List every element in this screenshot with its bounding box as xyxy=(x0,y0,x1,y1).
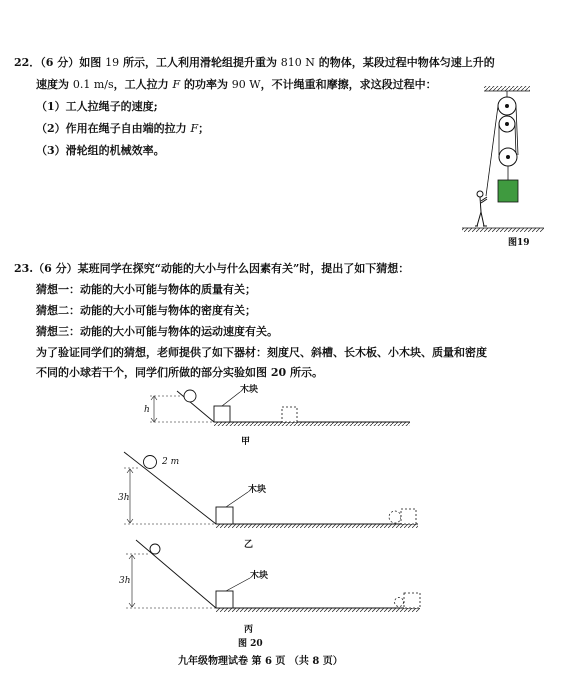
q23-guess-1: 猜想一：动能的大小可能与物体的质量有关； xyxy=(36,283,256,296)
block-jia-moved xyxy=(282,407,297,422)
q22-line1-mid: 所示，工人利用滑轮组提升重为 xyxy=(119,56,281,69)
q22-fig-ref: 19 xyxy=(105,56,120,69)
q23-line6: 不同的小球若干个，同学们所做的部分实验如图 20 所示。 xyxy=(36,366,323,379)
label-bing: 丙 xyxy=(244,625,254,635)
ball-yi xyxy=(144,456,157,469)
ball-yi-moved xyxy=(389,511,401,523)
experiment-jia xyxy=(144,383,410,447)
block-bing xyxy=(216,591,233,608)
label-block-jia: 木块 xyxy=(240,385,259,395)
q22-line2-pre: 速度为 xyxy=(36,78,73,91)
q22-line1-pre: 22．（6 分）如图 xyxy=(14,56,106,69)
experiment-yi xyxy=(118,452,418,550)
q23-line5: 为了验证同学们的猜想，老师提供了如下器材：刻度尺、斜槽、长木板、小木块、质量和密度 xyxy=(36,346,487,359)
label-3h-bing: 3h xyxy=(119,576,131,586)
label-3h-yi: 3h xyxy=(118,493,130,503)
q22-power: 90 W xyxy=(231,78,261,91)
figure-19-caption: 图19 xyxy=(508,238,530,248)
block-yi-moved xyxy=(401,509,416,524)
q22-item-2-F: F xyxy=(190,122,199,135)
q22-force-symbol: F xyxy=(172,78,181,91)
label-yi: 乙 xyxy=(244,540,254,550)
experiment-bing xyxy=(119,540,420,635)
q23-line1: 23.（6 分）某班同学在探究“动能的大小与什么因素有关”时，提出了如下猜想： xyxy=(14,262,410,275)
q22-line1-post: 的物体，某段过程中物体匀速上升的 xyxy=(314,56,495,69)
label-block-yi: 木块 xyxy=(248,485,267,495)
figure-20-caption: 图 20 xyxy=(238,639,263,649)
label-h: h xyxy=(144,405,150,415)
label-jia: 甲 xyxy=(241,437,251,447)
q22-line2-mid2: 的功率为 xyxy=(180,78,232,91)
block-bing-moved xyxy=(404,593,420,608)
q22-item-1: （1）工人拉绳子的速度; xyxy=(36,100,158,113)
q22-item-3: （3）滑轮组的机械效率。 xyxy=(36,144,165,157)
ball-bing-moved xyxy=(395,598,404,607)
ball-bing xyxy=(150,544,160,554)
q22-line2-post: ，不计绳重和摩擦，求这段过程中： xyxy=(260,78,437,91)
q23-guess-2: 猜想二：动能的大小可能与物体的密度有关； xyxy=(36,304,256,317)
q22-item-2-text: （2）作用在绳子自由端的拉力 xyxy=(36,122,191,135)
page-footer: 九年级物理试卷 第 6 页 （共 8 页） xyxy=(178,656,343,667)
q23-guess-3: 猜想三：动能的大小可能与物体的运动速度有关。 xyxy=(36,325,278,338)
q22-item-2-end: ； xyxy=(198,122,210,135)
label-2m: 2 m xyxy=(162,457,180,467)
ball-jia xyxy=(184,390,196,402)
q22-speed: 0.1 m/s xyxy=(72,78,114,91)
block-yi xyxy=(216,507,233,524)
label-block-bing: 木块 xyxy=(250,571,269,581)
block-jia xyxy=(214,406,230,422)
q22-weight: 810 N xyxy=(280,56,315,69)
q22-line2-mid: ，工人拉力 xyxy=(113,78,173,91)
